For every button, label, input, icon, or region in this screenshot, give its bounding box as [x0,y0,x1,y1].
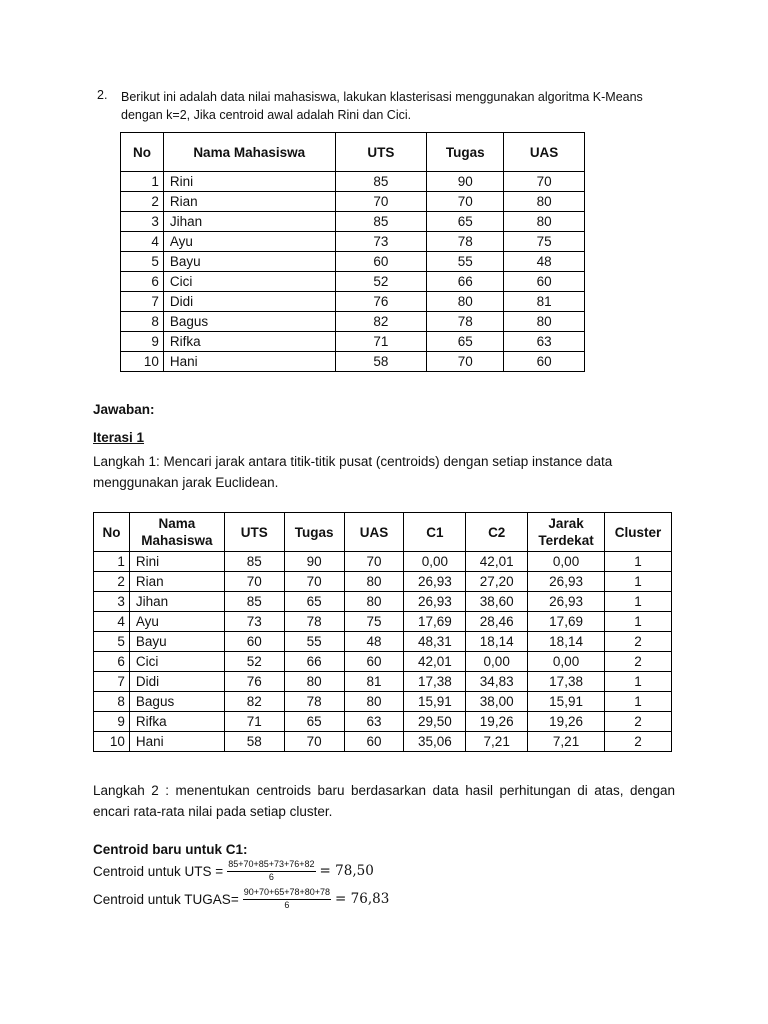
table-row [94,572,672,592]
table-cell: 60 [344,652,404,672]
formula-result: = 78,50 [319,863,374,879]
student-scores-table [120,132,585,372]
fraction-numerator: 85+70+85+73+76+82 [227,859,315,872]
table-cell: 55 [284,632,344,652]
table-cell: 10 [94,732,130,752]
table-cell: 66 [284,652,344,672]
table-cell: 1 [605,612,672,632]
table-cell: 6 [94,652,130,672]
table-cell: 35,06 [404,732,466,752]
table-cell: 7 [121,292,164,312]
centroid-title: Centroid baru untuk C1: [93,842,248,857]
table-cell: 26,93 [528,592,605,612]
table-cell: 2 [605,632,672,652]
table-cell: Rian [163,192,335,212]
table-cell: 70 [335,192,427,212]
table-cell: 17,38 [528,672,605,692]
table-cell: 70 [224,572,284,592]
table-cell: 7 [94,672,130,692]
table-row [94,652,672,672]
table-cell: Rifka [163,332,335,352]
column-header: UTS [335,133,427,172]
table-cell: 90 [284,552,344,572]
table-cell: 5 [121,252,164,272]
fraction-denominator: 6 [284,900,290,910]
table-cell: 65 [284,712,344,732]
table-cell: 18,14 [466,632,528,652]
table-cell: 3 [94,592,130,612]
iteration-title: Iterasi 1 [93,430,145,445]
table-cell: 42,01 [404,652,466,672]
table-cell: 78 [427,312,504,332]
table-cell: 71 [335,332,427,352]
table-cell: 78 [427,232,504,252]
table-cell: 0,00 [528,552,605,572]
table-cell: 85 [224,592,284,612]
table-cell: 17,69 [404,612,466,632]
fraction [243,887,331,911]
table-cell: Rian [129,572,224,592]
table-cell: 60 [344,732,404,752]
table-cell: 58 [224,732,284,752]
table-cell: 7,21 [528,732,605,752]
table-cell: 65 [427,332,504,352]
table-cell: 70 [344,552,404,572]
table-cell: 71 [224,712,284,732]
table-cell: 65 [427,212,504,232]
fraction-numerator: 90+70+65+78+80+78 [243,887,331,900]
formula-uts [93,859,374,883]
table-cell: 76 [224,672,284,692]
table-cell: 8 [94,692,130,712]
table-cell: 65 [284,592,344,612]
table-row [121,252,585,272]
formula-tugas [93,887,389,911]
table-cell: 26,93 [404,592,466,612]
table-cell: 55 [427,252,504,272]
table-cell: 9 [94,712,130,732]
table-cell: 2 [94,572,130,592]
column-header: UAS [504,133,585,172]
table-row [121,232,585,252]
table-row [121,332,585,352]
table-cell: 1 [605,692,672,712]
table-cell: 48,31 [404,632,466,652]
table-cell: 1 [605,572,672,592]
table-cell: 82 [224,692,284,712]
column-header: Jarak Terdekat [528,513,605,552]
column-header: UAS [344,513,404,552]
table-cell: 60 [335,252,427,272]
column-header: C1 [404,513,466,552]
distance-table [93,512,672,752]
table-cell: 6 [121,272,164,292]
table-cell: Hani [129,732,224,752]
answer-label: Jawaban: [93,402,155,417]
table-cell: 1 [605,592,672,612]
fraction [227,859,315,883]
table-row [94,632,672,652]
table-row [121,192,585,212]
table-cell: 5 [94,632,130,652]
table-cell: 60 [504,272,585,292]
table-cell: 73 [224,612,284,632]
table-cell: 19,26 [528,712,605,732]
table-cell: 29,50 [404,712,466,732]
fraction-denominator: 6 [268,872,274,882]
table-cell: 34,83 [466,672,528,692]
table-cell: 10 [121,352,164,372]
table-cell: 81 [344,672,404,692]
table-cell: 85 [335,212,427,232]
table-cell: Cici [163,272,335,292]
table-row [121,352,585,372]
table-cell: 78 [284,692,344,712]
table-cell: 0,00 [404,552,466,572]
table-cell: 85 [335,172,427,192]
table-cell: 52 [335,272,427,292]
table-row [94,732,672,752]
column-header: UTS [224,513,284,552]
table-cell: 80 [344,572,404,592]
table-cell: 2 [121,192,164,212]
question-text: Berikut ini adalah data nilai mahasiswa, lakukan klasterisasi menggunakan algoritma K-Means dengan k=2, Jika centroid awal adalah Rini dan Cici. [121,90,643,122]
table-cell: Bagus [163,312,335,332]
table-cell: Bayu [129,632,224,652]
table-cell: 4 [121,232,164,252]
table-cell: 19,26 [466,712,528,732]
table-cell: 63 [504,332,585,352]
table-row [94,592,672,612]
column-header: Nama Mahasiswa [163,133,335,172]
table-cell: Ayu [129,612,224,632]
column-header: No [121,133,164,172]
table-cell: 85 [224,552,284,572]
table-row [94,552,672,572]
table-cell: 1 [605,672,672,692]
table-cell: 48 [344,632,404,652]
question-number: 2. [97,88,108,102]
table-cell: Bagus [129,692,224,712]
table-cell: Rifka [129,712,224,732]
table-cell: 82 [335,312,427,332]
table-cell: 70 [427,192,504,212]
table-cell: 80 [504,312,585,332]
table-cell: 60 [504,352,585,372]
table-cell: Rini [163,172,335,192]
table-row [94,692,672,712]
table-cell: 90 [427,172,504,192]
table-cell: 52 [224,652,284,672]
table-row [121,272,585,292]
table-cell: 4 [94,612,130,632]
table-cell: Hani [163,352,335,372]
table-cell: 17,69 [528,612,605,632]
column-header: Cluster [605,513,672,552]
table-cell: 1 [94,552,130,572]
table-cell: 26,93 [528,572,605,592]
table-cell: 78 [284,612,344,632]
table-row [121,312,585,332]
table-cell: 7,21 [466,732,528,752]
table-cell: 80 [504,212,585,232]
table-cell: 76 [335,292,427,312]
table-cell: 15,91 [404,692,466,712]
table-cell: 42,01 [466,552,528,572]
table-row [121,212,585,232]
table-cell: Didi [163,292,335,312]
table-cell: Cici [129,652,224,672]
table-cell: Rini [129,552,224,572]
column-header: No [94,513,130,552]
table-cell: 70 [504,172,585,192]
table-row [94,612,672,632]
table-cell: 2 [605,732,672,752]
column-header: Nama Mahasiswa [129,513,224,552]
table-cell: 26,93 [404,572,466,592]
table-cell: 70 [284,572,344,592]
table-row [121,172,585,192]
table-cell: 3 [121,212,164,232]
table-cell: 80 [284,672,344,692]
table-cell: 66 [427,272,504,292]
table-cell: 1 [605,552,672,572]
column-header: Tugas [284,513,344,552]
table-cell: Bayu [163,252,335,272]
table-cell: 60 [224,632,284,652]
table-cell: Didi [129,672,224,692]
table-cell: 2 [605,652,672,672]
table-cell: 58 [335,352,427,372]
table-cell: 75 [344,612,404,632]
table-cell: 80 [344,592,404,612]
table-row [94,712,672,732]
table-cell: 15,91 [528,692,605,712]
table-cell: 2 [605,712,672,732]
formula-label: Centroid untuk TUGAS= [93,891,239,907]
formula-label: Centroid untuk UTS = [93,863,224,879]
table-cell: 9 [121,332,164,352]
table-cell: 80 [504,192,585,212]
table-cell: 70 [427,352,504,372]
table-cell: 81 [504,292,585,312]
table-cell: 38,00 [466,692,528,712]
table-row [121,292,585,312]
column-header: Tugas [427,133,504,172]
table-cell: Jihan [163,212,335,232]
table-cell: 0,00 [528,652,605,672]
table-cell: 63 [344,712,404,732]
table-cell: 28,46 [466,612,528,632]
table-cell: 48 [504,252,585,272]
table-cell: 0,00 [466,652,528,672]
table-cell: Ayu [163,232,335,252]
step2-text: Langkah 2 : menentukan centroids baru berdasarkan data hasil perhitungan di atas, dengan encari rata-rata nilai pada setiap cluster. [93,783,675,819]
table-cell: 1 [121,172,164,192]
formula-result: = 76,83 [335,891,390,907]
table-cell: 75 [504,232,585,252]
column-header: C2 [466,513,528,552]
table-cell: 18,14 [528,632,605,652]
table-cell: 80 [427,292,504,312]
table-row [94,672,672,692]
table-cell: 38,60 [466,592,528,612]
table-cell: 70 [284,732,344,752]
step1-text: Langkah 1: Mencari jarak antara titik-titik pusat (centroids) dengan setiap instance data menggunakan jarak Euclidean. [93,454,613,490]
table-cell: 27,20 [466,572,528,592]
table-cell: 80 [344,692,404,712]
table-cell: Jihan [129,592,224,612]
table-cell: 8 [121,312,164,332]
table-cell: 73 [335,232,427,252]
table-cell: 17,38 [404,672,466,692]
